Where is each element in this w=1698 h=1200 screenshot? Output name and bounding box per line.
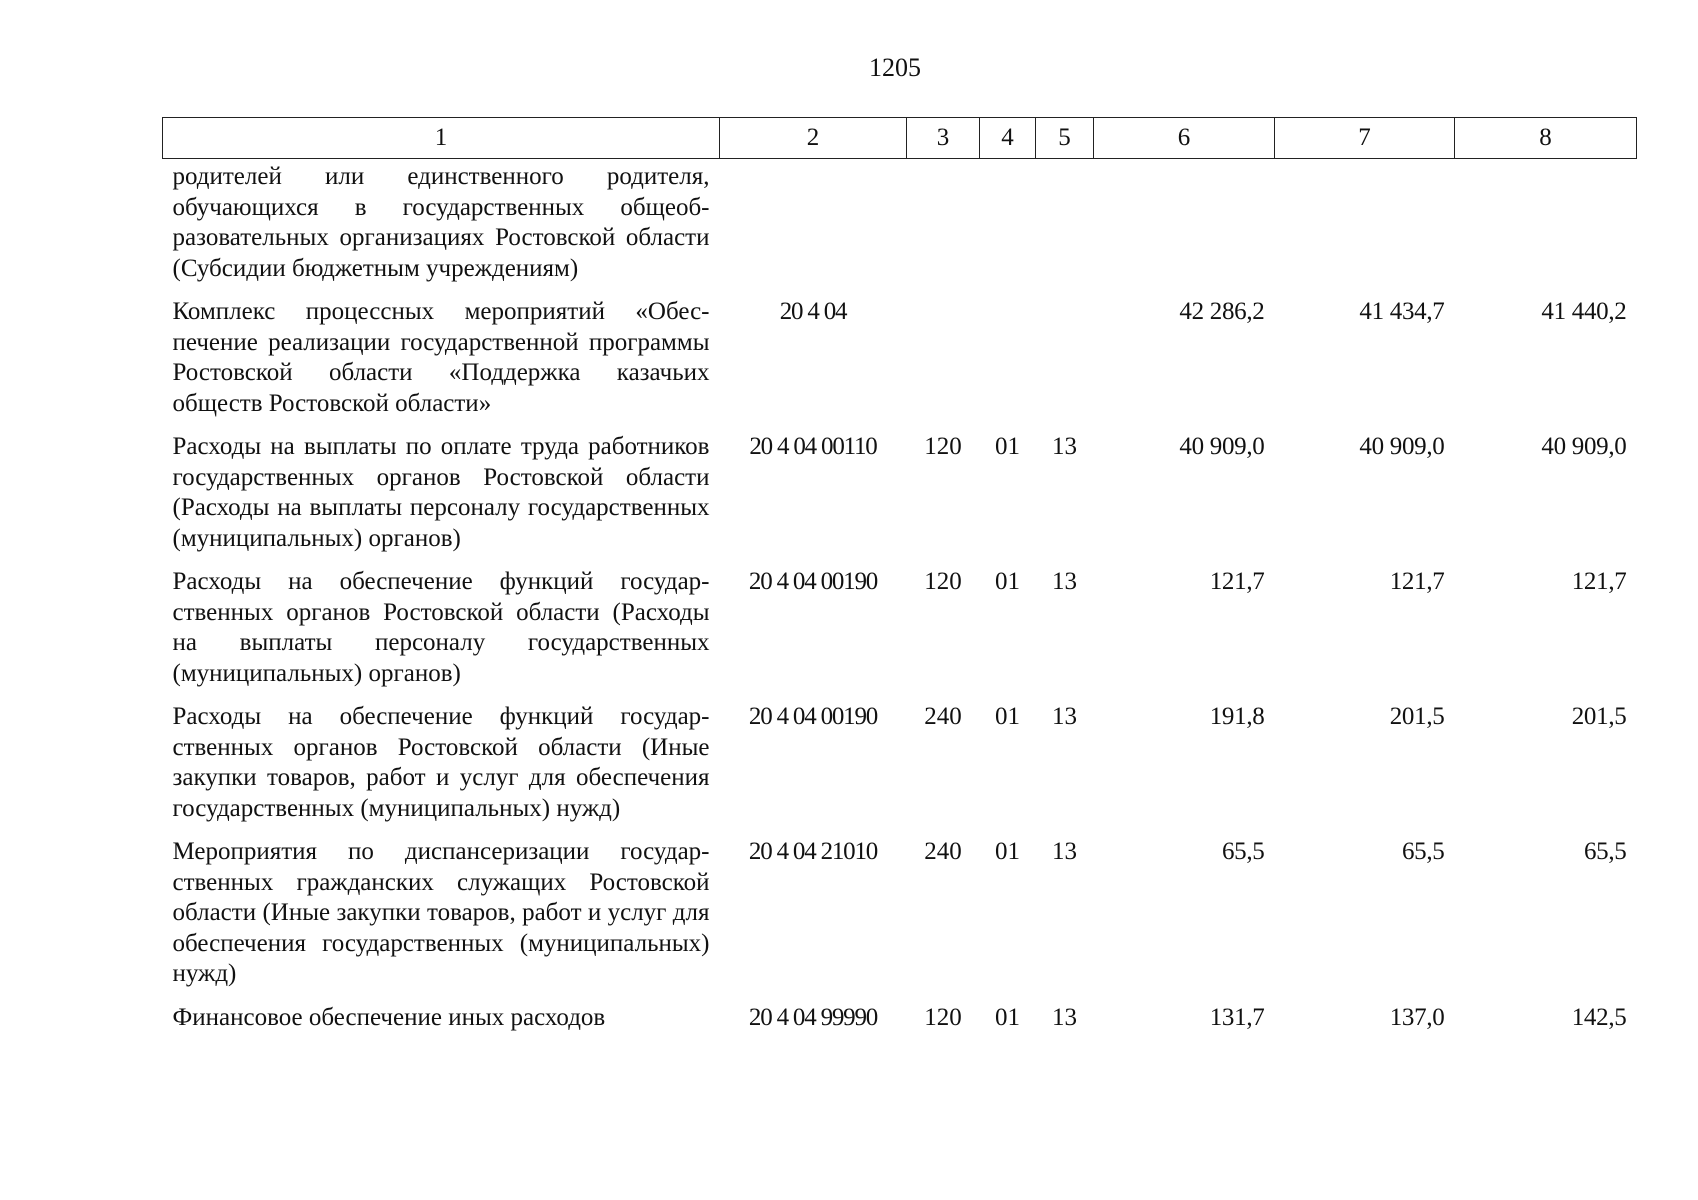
row-subsection: 13	[1052, 433, 1077, 460]
row-section: 01	[995, 568, 1020, 595]
header-col-8: 8	[1455, 118, 1637, 159]
row-name: Расходы на обеспечение функций государственных органов Ростовской области (Иные закупки товаров, работ и услуг для обеспечения государственных (муниципальных) нужд)	[172, 703, 710, 822]
row-subsection: 13	[1052, 838, 1077, 865]
row-amount-col6: 40 909,0	[1179, 433, 1265, 460]
row-expense-type: 120	[924, 568, 962, 595]
row-target-code	[720, 159, 907, 298]
row-section: 01	[995, 433, 1020, 460]
row-section	[980, 159, 1036, 298]
row-amount-col6	[1094, 159, 1275, 298]
row-expense-type: 120	[924, 433, 962, 460]
row-amount-col6: 65,5	[1221, 838, 1265, 865]
row-expense-type: 240	[924, 838, 962, 865]
row-amount-col7: 41 434,7	[1359, 298, 1445, 325]
row-name: Комплекс процессных мероприятий «Обеспечение реализации государственной программы Ростовской области «Поддержка казачьих обществ Ростовской области»	[172, 298, 710, 417]
row-subsection: 13	[1052, 568, 1077, 595]
row-name: Финансовое обеспечение иных расходов	[172, 1003, 606, 1031]
row-amount-col6: 191,8	[1209, 703, 1265, 730]
table-body	[163, 159, 1637, 1034]
header-col-4: 4	[980, 118, 1036, 159]
row-expense-type	[907, 297, 980, 432]
header-row	[163, 118, 1637, 159]
row-amount-col7: 40 909,0	[1359, 433, 1445, 460]
row-target-code: 20 4 04 00190	[748, 568, 878, 595]
table-row	[163, 159, 1637, 298]
row-target-code: 20 4 04 99990	[748, 1003, 878, 1031]
row-amount-col8: 40 909,0	[1541, 433, 1627, 460]
header-col-7: 7	[1275, 118, 1455, 159]
page-number: 1205	[869, 53, 921, 82]
row-expense-type: 120	[924, 1003, 962, 1031]
row-section: 01	[995, 1003, 1020, 1031]
row-subsection: 13	[1052, 703, 1077, 730]
row-subsection	[1036, 297, 1094, 432]
row-amount-col8: 65,5	[1583, 838, 1627, 865]
row-section: 01	[995, 838, 1020, 865]
table-row	[163, 702, 1637, 837]
row-section	[980, 297, 1036, 432]
row-amount-col7: 121,7	[1389, 568, 1445, 595]
row-target-code: 20 4 04	[779, 298, 847, 325]
header-col-5: 5	[1036, 118, 1094, 159]
row-expense-type	[907, 159, 980, 298]
row-expense-type: 240	[924, 703, 962, 730]
header-col-3: 3	[907, 118, 980, 159]
table-row	[163, 837, 1637, 1003]
row-name: Мероприятия по диспансеризации государственных гражданских служащих Ростовской области (Иные закупки товаров, работ и услуг для обеспечения государственных (муниципальных) нужд)	[172, 838, 710, 987]
row-name: Расходы на выплаты по оплате труда работников государственных органов Ростовской области (Расходы на выплаты персоналу государственных (муниципальных) органов)	[172, 433, 710, 552]
row-amount-col7: 137,0	[1389, 1003, 1445, 1031]
row-amount-col7	[1275, 159, 1455, 298]
row-amount-col6: 42 286,2	[1179, 298, 1265, 325]
table-row	[163, 567, 1637, 702]
header-col-2: 2	[720, 118, 907, 159]
row-target-code: 20 4 04 21010	[748, 838, 878, 865]
table-row	[163, 1003, 1637, 1034]
row-amount-col6: 131,7	[1209, 1003, 1265, 1031]
table-row	[163, 297, 1637, 432]
row-amount-col7: 201,5	[1389, 703, 1445, 730]
row-amount-col8: 201,5	[1571, 703, 1627, 730]
row-target-code: 20 4 04 00190	[748, 703, 878, 730]
header-col-6: 6	[1094, 118, 1275, 159]
row-amount-col8	[1455, 159, 1637, 298]
header-col-1: 1	[163, 118, 720, 159]
row-subsection: 13	[1052, 1003, 1077, 1031]
table-row	[163, 432, 1637, 567]
row-name: родителей или единственного родителя, обучающихся в государственных общеобразовательных организациях Ростовской области (Субсидии бюджетным учреждениям)	[172, 163, 710, 282]
row-amount-col7: 65,5	[1401, 838, 1445, 865]
row-amount-col8: 142,5	[1571, 1003, 1627, 1031]
row-amount-col8: 41 440,2	[1541, 298, 1627, 325]
row-amount-col6: 121,7	[1209, 568, 1265, 595]
row-amount-col8: 121,7	[1571, 568, 1627, 595]
row-name: Расходы на обеспечение функций государственных органов Ростовской области (Расходы на выплаты персоналу государственных (муниципальных) органов)	[172, 568, 710, 687]
table-header	[163, 118, 1637, 159]
row-section: 01	[995, 703, 1020, 730]
row-target-code: 20 4 04 00110	[749, 433, 877, 460]
budget-table	[162, 117, 1637, 1033]
row-subsection	[1036, 159, 1094, 298]
